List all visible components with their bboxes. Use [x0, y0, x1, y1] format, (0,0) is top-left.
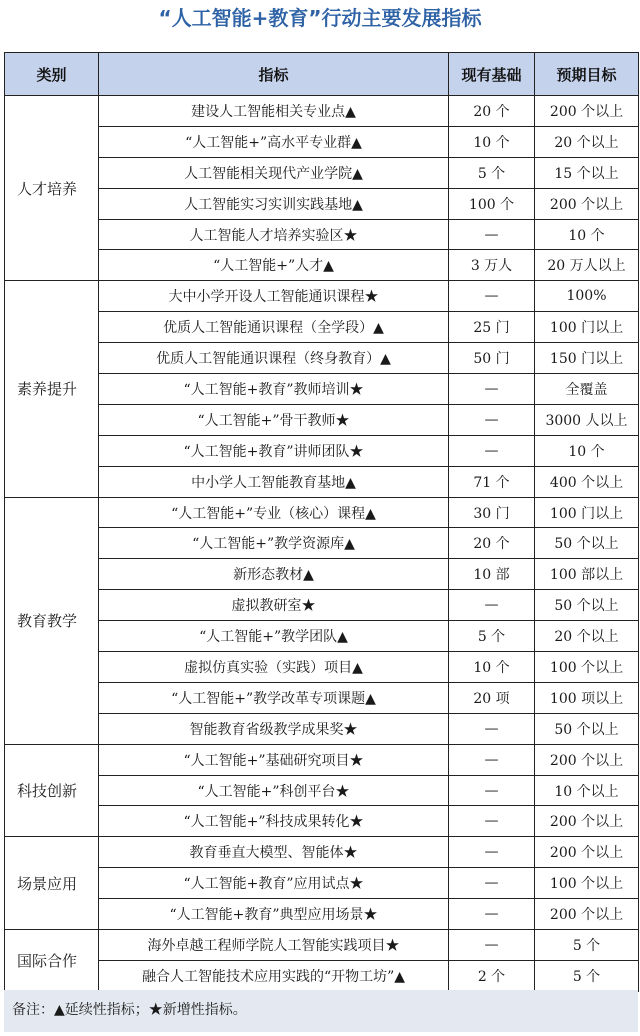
target-cell: 20 个以上	[535, 621, 639, 652]
target-cell: 100%	[535, 281, 639, 312]
table-row	[5, 343, 639, 374]
baseline-cell: 10 个	[449, 126, 535, 157]
header-baseline: 现有基础	[449, 53, 535, 96]
indicator-cell: “人工智能+”教学团队▲	[99, 621, 449, 652]
indicator-cell: 人工智能人才培养实验区★	[99, 219, 449, 250]
table-row	[5, 775, 639, 806]
category-cell: 素养提升	[5, 281, 99, 497]
baseline-cell: 2 个	[449, 960, 535, 991]
header-category: 类别	[5, 53, 99, 96]
target-cell: 5 个	[535, 930, 639, 961]
target-cell: 100 个以上	[535, 652, 639, 683]
table-row	[5, 559, 639, 590]
category-cell: 科技创新	[5, 744, 99, 837]
page-title: “人工智能+教育”行动主要发展指标	[158, 6, 482, 30]
indicator-cell: “人工智能+教育”典型应用场景★	[99, 899, 449, 930]
baseline-cell: —	[449, 868, 535, 899]
header-indicator: 指标	[99, 53, 449, 96]
baseline-cell: —	[449, 806, 535, 837]
baseline-cell: 50 门	[449, 343, 535, 374]
indicator-cell: “人工智能+教育”教师培训★	[99, 374, 449, 405]
target-cell: 5 个	[535, 960, 639, 991]
baseline-cell: —	[449, 930, 535, 961]
baseline-cell: —	[449, 775, 535, 806]
indicator-cell: “人工智能+”科创平台★	[99, 775, 449, 806]
target-cell: 20 万人以上	[535, 250, 639, 281]
table-row	[5, 837, 639, 868]
indicator-cell: 人工智能实习实训实践基地▲	[99, 188, 449, 219]
baseline-cell: —	[449, 435, 535, 466]
table-row	[5, 435, 639, 466]
target-cell: 15 个以上	[535, 157, 639, 188]
indicator-cell: “人工智能+”人才▲	[99, 250, 449, 281]
table-row	[5, 590, 639, 621]
indicator-cell: “人工智能+教育”讲师团队★	[99, 435, 449, 466]
indicator-cell: 优质人工智能通识课程（终身教育）▲	[99, 343, 449, 374]
indicator-cell: 新形态教材▲	[99, 559, 449, 590]
header-target: 预期目标	[535, 53, 639, 96]
table-row	[5, 682, 639, 713]
table-header-row	[5, 53, 639, 96]
target-cell: 10 个	[535, 435, 639, 466]
table-row	[5, 713, 639, 744]
table-row	[5, 744, 639, 775]
target-cell: 150 门以上	[535, 343, 639, 374]
indicator-cell: “人工智能+”骨干教师★	[99, 404, 449, 435]
target-cell: 100 门以上	[535, 497, 639, 528]
target-cell: 400 个以上	[535, 466, 639, 497]
baseline-cell: —	[449, 713, 535, 744]
table-row	[5, 930, 639, 961]
table-row	[5, 899, 639, 930]
baseline-cell: 5 个	[449, 621, 535, 652]
indicator-cell: 智能教育省级教学成果奖★	[99, 713, 449, 744]
target-cell: 100 项以上	[535, 682, 639, 713]
table-row	[5, 126, 639, 157]
baseline-cell: 10 部	[449, 559, 535, 590]
table-row	[5, 157, 639, 188]
indicator-cell: “人工智能+教育”应用试点★	[99, 868, 449, 899]
indicator-cell: 虚拟教研室★	[99, 590, 449, 621]
indicator-cell: “人工智能+”科技成果转化★	[99, 806, 449, 837]
baseline-cell: —	[449, 744, 535, 775]
baseline-cell: 25 门	[449, 312, 535, 343]
table-row	[5, 219, 639, 250]
indicator-cell: “人工智能+”专业（核心）课程▲	[99, 497, 449, 528]
table-row	[5, 404, 639, 435]
indicator-cell: 虚拟仿真实验（实践）项目▲	[99, 652, 449, 683]
indicator-cell: “人工智能+”基础研究项目★	[99, 744, 449, 775]
target-cell: 200 个以上	[535, 188, 639, 219]
baseline-cell: 100 个	[449, 188, 535, 219]
table-row	[5, 528, 639, 559]
target-cell: 200 个以上	[535, 837, 639, 868]
indicator-cell: “人工智能+”教学改革专项课题▲	[99, 682, 449, 713]
baseline-cell: —	[449, 219, 535, 250]
baseline-cell: —	[449, 590, 535, 621]
target-cell: 10 个以上	[535, 775, 639, 806]
baseline-cell: 30 门	[449, 497, 535, 528]
baseline-cell: —	[449, 899, 535, 930]
target-cell: 200 个以上	[535, 96, 639, 127]
target-cell: 全覆盖	[535, 374, 639, 405]
footnote	[4, 990, 638, 1032]
table-row	[5, 652, 639, 683]
indicator-cell: 融合人工智能技术应用实践的“开物工坊”▲	[99, 960, 449, 991]
baseline-cell: 3 万人	[449, 250, 535, 281]
target-cell: 50 个以上	[535, 713, 639, 744]
table-row	[5, 281, 639, 312]
indicator-cell: 优质人工智能通识课程（全学段）▲	[99, 312, 449, 343]
baseline-cell: —	[449, 281, 535, 312]
target-cell: 100 个以上	[535, 868, 639, 899]
table-row	[5, 466, 639, 497]
baseline-cell: 20 个	[449, 528, 535, 559]
category-cell: 国际合作	[5, 930, 99, 992]
table-row	[5, 188, 639, 219]
baseline-cell: 10 个	[449, 652, 535, 683]
target-cell: 10 个	[535, 219, 639, 250]
target-cell: 3000 人以上	[535, 404, 639, 435]
target-cell: 20 个以上	[535, 126, 639, 157]
table-row	[5, 621, 639, 652]
indicator-cell: 建设人工智能相关专业点▲	[99, 96, 449, 127]
indicator-cell: 教育垂直大模型、智能体★	[99, 837, 449, 868]
baseline-cell: 5 个	[449, 157, 535, 188]
category-cell: 教育教学	[5, 497, 99, 744]
category-cell: 场景应用	[5, 837, 99, 930]
category-cell: 人才培养	[5, 96, 99, 281]
baseline-cell: 20 项	[449, 682, 535, 713]
table-row	[5, 868, 639, 899]
indicator-cell: 中小学人工智能教育基地▲	[99, 466, 449, 497]
baseline-cell: 20 个	[449, 96, 535, 127]
target-cell: 200 个以上	[535, 899, 639, 930]
target-cell: 200 个以上	[535, 744, 639, 775]
baseline-cell: 71 个	[449, 466, 535, 497]
indicator-cell: 海外卓越工程师学院人工智能实践项目★	[99, 930, 449, 961]
table-row	[5, 96, 639, 127]
target-cell: 50 个以上	[535, 590, 639, 621]
indicator-cell: “人工智能+”高水平专业群▲	[99, 126, 449, 157]
indicator-table	[4, 52, 639, 992]
table-body	[5, 96, 639, 992]
table-row	[5, 960, 639, 991]
baseline-cell: —	[449, 404, 535, 435]
indicator-cell: 大中小学开设人工智能通识课程★	[99, 281, 449, 312]
table-row	[5, 374, 639, 405]
table-row	[5, 250, 639, 281]
baseline-cell: —	[449, 374, 535, 405]
table-row	[5, 312, 639, 343]
table-row	[5, 497, 639, 528]
indicator-cell: 人工智能相关现代产业学院▲	[99, 157, 449, 188]
indicator-cell: “人工智能+”教学资源库▲	[99, 528, 449, 559]
baseline-cell: —	[449, 837, 535, 868]
target-cell: 100 门以上	[535, 312, 639, 343]
target-cell: 50 个以上	[535, 528, 639, 559]
footnote-text: 备注：▲延续性指标；★新增性指标。	[12, 1002, 247, 1018]
target-cell: 200 个以上	[535, 806, 639, 837]
target-cell: 100 部以上	[535, 559, 639, 590]
table-row	[5, 806, 639, 837]
